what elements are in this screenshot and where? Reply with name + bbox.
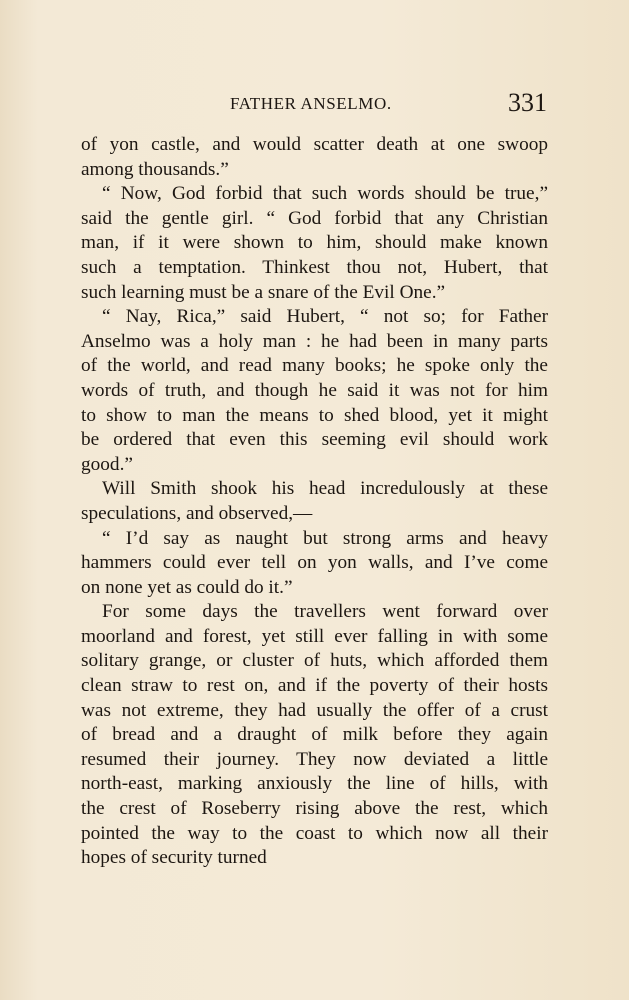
text-line [81,846,548,871]
text-line-content: “ I’d say as naught but strong arms and heavy [102,527,548,549]
text-line [81,748,548,773]
text-line [81,207,548,232]
text-line-content: For some days the travellers went forward over [102,601,548,623]
text-line [81,330,548,355]
page-number: 331 [508,88,547,117]
text-line [81,379,548,404]
text-line-content: said the gentle girl. “ God forbid that any Christian [81,207,548,229]
text-line [81,772,548,797]
text-line [81,797,548,822]
text-line-content: be ordered that even this seeming evil should work [81,429,548,451]
text-line [81,453,548,478]
text-line-content: solitary grange, or cluster of huts, which afforded them [81,650,548,672]
text-line [81,428,548,453]
text-line [81,723,548,748]
text-line-content: Will Smith shook his head incredulously at these [102,478,548,500]
text-line-content: resumed their journey. They now deviated a little [81,748,548,770]
text-line [81,600,548,625]
text-line-content: pointed the way to the coast to which now all their [81,822,548,844]
text-line [81,281,548,306]
text-line [81,527,548,552]
body-text [81,133,548,871]
text-line-content: such learning must be a snare of the Evil One.” [81,281,446,303]
text-line-content: good.” [81,453,133,475]
text-line-content: speculations, and observed,— [81,502,313,524]
running-head [0,88,629,122]
text-line-content: among thousands.” [81,158,229,180]
text-line-content: man, if it were shown to him, should make known [81,232,548,254]
text-line [81,305,548,330]
text-line-content: hopes of security turned [81,847,267,869]
text-line [81,822,548,847]
text-line [81,354,548,379]
text-line [81,231,548,256]
text-line-content: on none yet as could do it.” [81,576,293,598]
text-line [81,551,548,576]
text-line-content: Anselmo was a holy man : he had been in many parts [81,330,548,352]
text-line-content: to show to man the means to shed blood, yet it might [81,404,548,426]
text-line [81,625,548,650]
text-line-content: such a temptation. Thinkest thou not, Hubert, that [81,256,548,278]
text-line [81,477,548,502]
text-line [81,256,548,281]
text-line-content: words of truth, and though he said it was not for him [81,379,548,401]
text-line-content: of the world, and read many books; he spoke only the [81,355,548,377]
running-title: FATHER ANSELMO. [230,94,392,113]
text-line-content: clean straw to rest on, and if the poverty of their hosts [81,675,548,697]
text-line-content: hammers could ever tell on yon walls, and I’ve come [81,552,548,574]
text-line [81,182,548,207]
text-line-content: was not extreme, they had usually the offer of a crust [81,699,548,721]
text-line-content: “ Nay, Rica,” said Hubert, “ not so; for Father [102,306,548,328]
text-line [81,576,548,601]
text-line [81,699,548,724]
text-line-content: north-east, marking anxiously the line of hills, with [81,773,548,795]
text-line [81,404,548,429]
text-line-content: “ Now, God forbid that such words should be true,” [102,183,548,205]
text-line-content: of bread and a draught of milk before they again [81,724,548,746]
text-line-content: of yon castle, and would scatter death at one swoop [81,134,548,155]
text-line [81,158,548,183]
text-line [81,649,548,674]
text-line [81,133,548,158]
text-line-content: moorland and forest, yet still ever falling in with some [81,625,548,647]
text-line [81,502,548,527]
text-line-content: the crest of Roseberry rising above the rest, which [81,798,548,820]
text-line [81,674,548,699]
